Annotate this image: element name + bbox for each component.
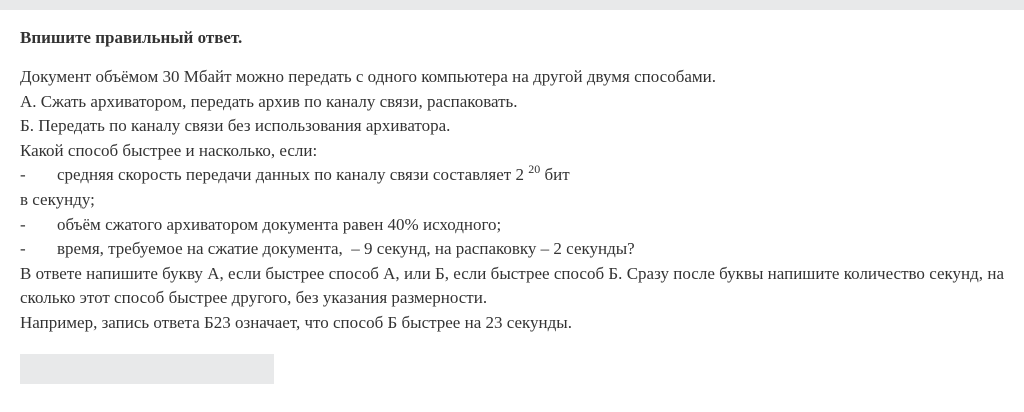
condition-speed-exponent: 20 [528,162,541,177]
task-content [20,26,1004,336]
condition-time [20,237,1004,262]
condition-speed-text [57,163,570,188]
answer-example: Например, запись ответа Б23 означает, что способ Б быстрее на 23 секунды. [20,312,572,332]
condition-compression-text: объём сжатого архиватором документа равен 40% исходного; [57,214,502,234]
condition-speed-text-before: средняя скорость передачи данных по каналу связи составляет 2 [57,165,524,185]
top-bar [0,0,1024,10]
condition-time-text: время, требуемое на сжатие документа, – 9 секунд, на распаковку – 2 секунды? [57,239,635,259]
task-instruction: Впишите правильный ответ. [20,28,243,47]
condition-speed-continuation: в секунду; [20,189,95,209]
answer-input[interactable] [20,354,274,384]
condition-speed-text-after: бит [540,165,570,185]
condition-dash: - [20,165,26,185]
task-question: Какой способ быстрее и насколько, если: [20,140,318,160]
task-intro: Документ объёмом 30 Мбайт можно передать с одного компьютера на другой двумя способами. [20,67,716,86]
condition-dash: - [20,239,26,259]
condition-speed [20,163,1004,188]
answer-rules: В ответе напишите букву А, если быстрее способ А, или Б, если быстрее способ Б. Сразу после буквы напишите количество секунд, на сколько этот способ быстрее другого, без указания размерности. [20,263,1004,308]
condition-dash: - [20,214,26,234]
option-a: А. Сжать архиватором, передать архив по каналу связи, распаковать. [20,91,518,111]
condition-compression [20,213,1004,238]
option-b: Б. Передать по каналу связи без использования архиватора. [20,116,451,136]
